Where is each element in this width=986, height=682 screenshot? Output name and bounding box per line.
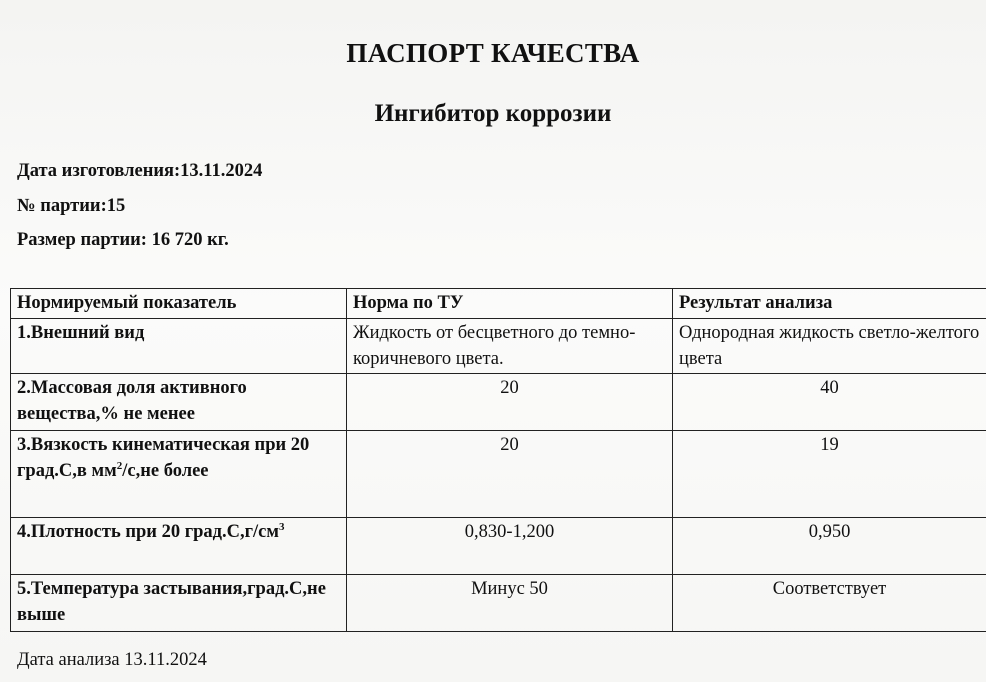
result-cell: Однородная жидкость светло-желтого цвета bbox=[673, 319, 986, 374]
batch-size: Размер партии: 16 720 кг. bbox=[17, 230, 229, 250]
indicator-cell bbox=[11, 431, 347, 518]
table-row bbox=[11, 374, 986, 431]
result-cell: 40 bbox=[673, 374, 986, 431]
document-title: ПАСПОРТ КАЧЕСТВА bbox=[346, 38, 640, 68]
table-row bbox=[11, 319, 986, 374]
table-header-row bbox=[11, 289, 986, 319]
table-row bbox=[11, 431, 986, 518]
header-norm: Норма по ТУ bbox=[347, 289, 673, 319]
norm-cell: 20 bbox=[347, 374, 673, 431]
indicator-text: 4.Плотность при 20 град.С,г/см bbox=[17, 522, 279, 542]
batch-number: № партии:15 bbox=[17, 196, 126, 216]
superscript: 3 bbox=[278, 521, 285, 533]
table-row bbox=[11, 575, 986, 632]
indicator-text: /с,не более bbox=[122, 461, 209, 481]
indicator-cell: 5.Температура застывания,град.С,не выше bbox=[11, 575, 347, 632]
header-result: Результат анализа bbox=[673, 289, 986, 319]
product-name: Ингибитор коррозии bbox=[374, 100, 612, 127]
norm-cell: 20 bbox=[347, 431, 673, 518]
norm-cell: Минус 50 bbox=[347, 575, 673, 632]
result-cell: Соответствует bbox=[673, 575, 986, 632]
header-indicator: Нормируемый показатель bbox=[11, 289, 347, 319]
manufacture-date: Дата изготовления:13.11.2024 bbox=[17, 161, 263, 181]
superscript: 2 bbox=[116, 460, 123, 472]
indicator-cell: 1.Внешний вид bbox=[11, 319, 347, 374]
table-row bbox=[11, 518, 986, 575]
result-cell: 0,950 bbox=[673, 518, 986, 575]
result-cell: 19 bbox=[673, 431, 986, 518]
quality-table bbox=[10, 288, 986, 632]
norm-cell: 0,830-1,200 bbox=[347, 518, 673, 575]
indicator-text: 3.Вязкость кинематическая при 20 град.С,в мм bbox=[17, 435, 310, 481]
analysis-date: Дата анализа 13.11.2024 bbox=[17, 650, 207, 670]
norm-cell: Жидкость от бесцветного до темно-коричневого цвета. bbox=[347, 319, 673, 374]
indicator-cell bbox=[11, 518, 347, 575]
indicator-cell: 2.Массовая доля активного вещества,% не менее bbox=[11, 374, 347, 431]
